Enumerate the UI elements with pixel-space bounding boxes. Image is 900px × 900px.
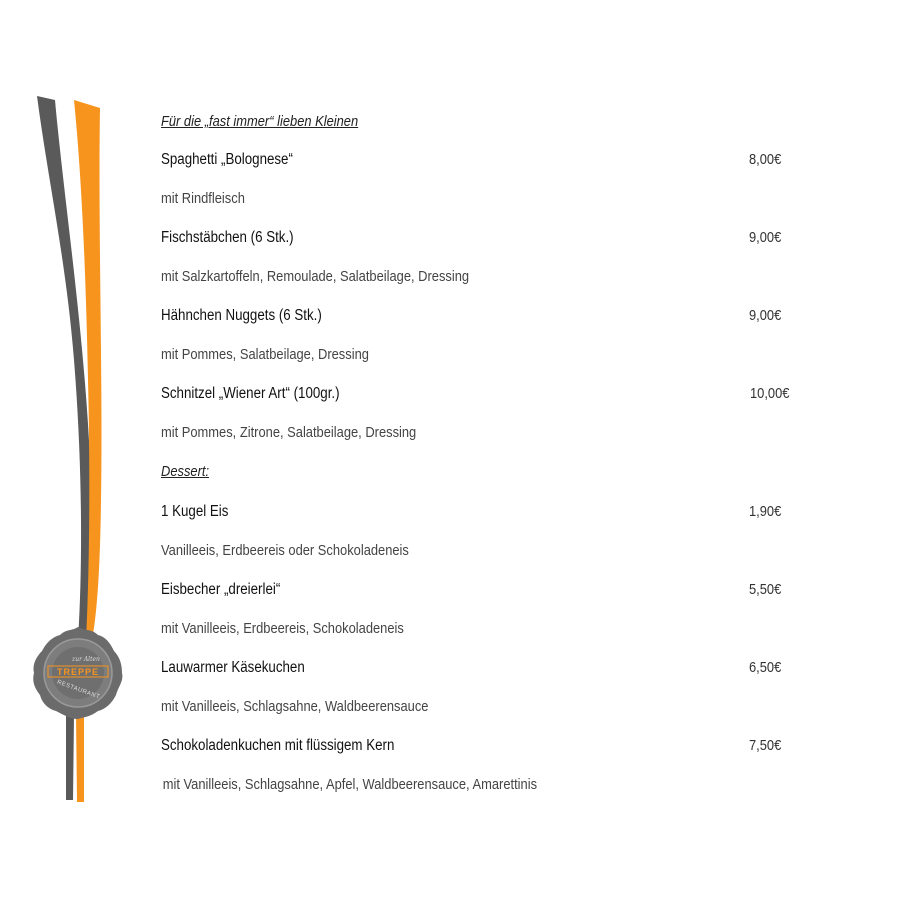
menu-item bbox=[161, 576, 821, 615]
logo-subtext: RESTAURANT bbox=[56, 679, 101, 701]
item-name: Schokoladenkuchen mit flüssigem Kern bbox=[161, 737, 395, 754]
item-description: mit Vanilleeis, Schlagsahne, Waldbeerensauce bbox=[161, 698, 429, 715]
item-price: 7,50€ bbox=[749, 737, 782, 754]
orange-ribbon-tail bbox=[76, 715, 84, 802]
menu-item bbox=[161, 302, 821, 341]
item-description: mit Pommes, Zitrone, Salatbeilage, Dressing bbox=[161, 424, 417, 441]
menu-item bbox=[161, 498, 821, 537]
restaurant-seal-logo bbox=[30, 625, 126, 721]
item-price: 6,50€ bbox=[749, 659, 782, 676]
menu-list bbox=[161, 108, 821, 810]
item-price: 10,00€ bbox=[750, 385, 790, 402]
logo-name: TREPPE bbox=[56, 667, 100, 677]
item-price: 5,50€ bbox=[749, 581, 782, 598]
menu-item bbox=[161, 732, 821, 771]
item-name: Lauwarmer Käsekuchen bbox=[161, 659, 305, 676]
item-price: 1,90€ bbox=[749, 503, 782, 520]
menu-item bbox=[161, 224, 821, 263]
item-price: 8,00€ bbox=[749, 151, 782, 168]
item-description: mit Vanilleeis, Erdbeereis, Schokoladeneis bbox=[161, 620, 404, 637]
item-name: Spaghetti „Bolognese“ bbox=[161, 151, 293, 168]
item-name: Schnitzel „Wiener Art“ (100gr.) bbox=[161, 385, 340, 402]
item-price: 9,00€ bbox=[749, 229, 782, 246]
logo-small-text: zur Alten bbox=[72, 656, 100, 663]
item-name: Eisbecher „dreierlei“ bbox=[161, 581, 281, 598]
item-description: mit Pommes, Salatbeilage, Dressing bbox=[161, 346, 369, 363]
item-name: Hähnchen Nuggets (6 Stk.) bbox=[161, 307, 322, 324]
item-name: 1 Kugel Eis bbox=[161, 503, 229, 520]
item-price: 9,00€ bbox=[749, 307, 782, 324]
item-description: Vanilleeis, Erdbeereis oder Schokoladeneis bbox=[161, 542, 409, 559]
menu-item bbox=[161, 380, 821, 419]
decorative-ribbon bbox=[0, 0, 140, 900]
item-description: mit Vanilleeis, Schlagsahne, Apfel, Waldbeerensauce, Amarettinis bbox=[162, 776, 538, 793]
menu-item bbox=[161, 146, 821, 185]
section-title-dessert: Dessert: bbox=[161, 463, 210, 480]
item-name: Fischstäbchen (6 Stk.) bbox=[161, 229, 294, 246]
item-description: mit Salzkartoffeln, Remoulade, Salatbeilage, Dressing bbox=[161, 268, 470, 285]
gray-ribbon-tail bbox=[66, 715, 74, 800]
menu-item bbox=[161, 654, 821, 693]
item-description: mit Rindfleisch bbox=[161, 190, 245, 207]
section-title-kids: Für die „fast immer“ lieben Kleinen bbox=[161, 113, 359, 130]
